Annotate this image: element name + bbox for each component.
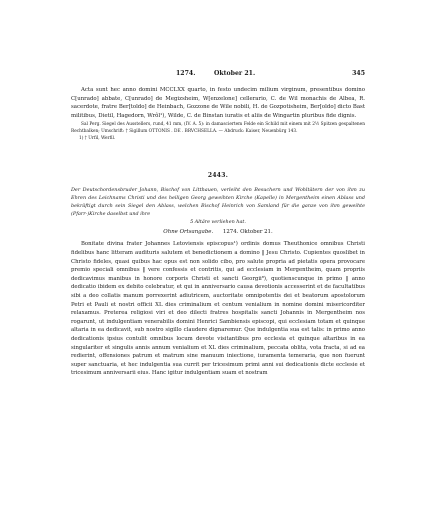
seal-note: Sal Perg. Siegel des Ausstellers, rund, 41 mm, (IV. A. 5): in damasciertem Felde ein Schild mit einem mit 2½ Spitzen gespaltenen Rechtbalken; Umschrift: † Sigillum OTTONIS . DE . BRVCHSELLA. — Abdruck: Kaiser, Neuenbürg 143.	[71, 122, 365, 134]
header-date: Oktober 21.	[214, 70, 256, 77]
document-text: Bonitate divina frater Johannes Letoviensis episcopus¹) ordinis domus Theuthonice omnibus Christi fidelibus hanc litteram audituris salutem et benedictionem a domino ‖ Jesu Christo. Cupientes quoslibet in Christo fideles, quasi quibus hac opus est non solido cibo, pro salute propria ad pietatis opera provocare premio speciali omnibus ‖ vere confessis et contritis, qui ad ecclesiam in Mergentheim, quam propriis dedicavimus manibus in honore corporis Christi et sancti Georgii⁸), quotienscunque in primo ‖ anno dedicatio ibidem ex debito celebratur, et qui in anniversario causa devotionis accesserint et de facultatibus sibi a deo collatis manum porrexerint adiutricem, auctoritate omnipotentis dei et beatorum apostolorum Petri et Pauli et nostri officii XL dies criminalium et centum venialium in nomine domini misericorditer relaxamus. Preterea religiosi viri et deo dilecti fratres hospitalis sancti Johannis in Mergentheim nos rogarunt, ut indulgentiam venerabilis domini Henrici Sambiensis episcopi, qui ecclesiam totam et quinque altaria in ea dedicavit, sub nostro sigillo claudere dignaremur. Que indulgentia sua est talis: in primo anno dedicationis ipsius contulit omnibus locum devote visitantibus pro ecclesia et quinque altaribus in ea singulariter et singulis annis annum venialium et XL dies criminalium, peccata oblita, vota fracta, si ad ea redierint, offensiones patrum et matrum sine manuum iniectione, iuramenta temeraria, que non fuerunt super sanctuaria, et hec indulgentia sua currit per tricesimum primi anni sui dedicationis dicte ecclesie et tricesimum anniversarii eius. Hanc igitur indulgentiam suam et nostram	[71, 241, 365, 377]
dateline-year: 1274.	[222, 229, 239, 236]
page-number: 345	[352, 70, 365, 77]
regest-text: Der Deutschordensbruder Johann, Bischof von Litthauen, verleiht den Besuchern und Wohltätern der von ihm zu Ehren des Leichnams Christi und des heiligen Georg geweihten Kirche (Kapelle) in Mergentheim einen Ablass und bekräftigt durch sein Siegel den Ablass, welchen Bischof Heinrich von Samland für die ganze von ihm geweihte (Pfarr-)Kirche daselbst und ihre	[71, 187, 365, 218]
footnote: 1) † Urfil, Werfil.	[79, 135, 116, 141]
dateline-date: Oktober 21.	[240, 229, 273, 236]
dateline	[71, 229, 365, 235]
document-body	[71, 240, 365, 378]
previous-doc-text: Acta sunt hec anno domini MCCLXX quarto, in festo undecim milium virginum, presentibus domino C[unrado] abbate, C[unrado] de Megizsheim, W[enzelone] cellerario, C. de Wil monachis de Albea, R. sacerdote, fratre Ber[toldo] de Heinbach, Gozzone de Wile nobili, H. de Gozpotisheim, Ber[oldo] dicto Bast militibus, Dietil, Hagedorn, Wrôl¹), Wilde, C. de Binstan iuratis et aliis de Wingartin pluribus fide dignis.	[71, 87, 365, 119]
document-number: 2443.	[207, 172, 229, 179]
header-year: 1274.	[176, 70, 196, 77]
previous-document-end	[71, 86, 365, 142]
regest-end: 5 Altäre verliehen hat.	[190, 219, 246, 226]
regest-summary	[71, 186, 365, 226]
dateline-place: Ohne Ortsangabe.	[163, 229, 214, 236]
